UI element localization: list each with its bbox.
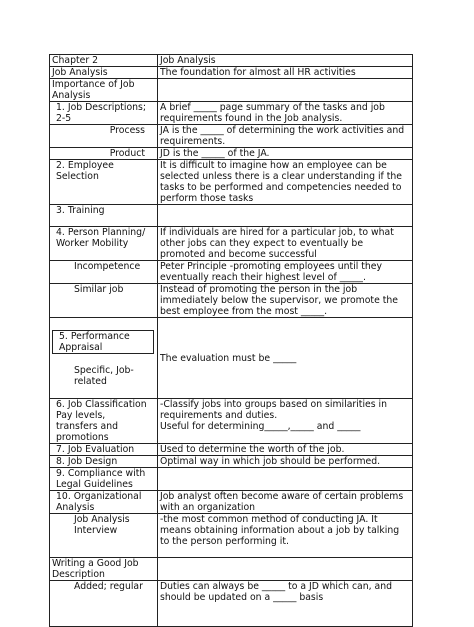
row-content: Instead of promoting the person in the job immediately below the supervisor, we promote the best employee from the most _____.: [158, 284, 413, 318]
row-content: Duties can always be _____ to a JD which can, and should be updated on a _____ basis: [158, 581, 413, 627]
table-row: [50, 284, 413, 318]
table-row: [50, 581, 413, 627]
row-content: Job analyst often become aware of certain problems with an organization: [158, 491, 413, 514]
row-content: The evaluation must be _____: [158, 318, 413, 399]
table-row: [50, 456, 413, 468]
row-label: Writing a Good Job Description: [50, 558, 158, 581]
table-row: [50, 399, 413, 444]
row-label: Importance of Job Analysis: [50, 79, 158, 102]
row-content: Peter Principle -promoting employees until they eventually reach their highest level of _____.: [158, 261, 413, 284]
table-row: [50, 318, 413, 399]
row-content: [158, 205, 413, 227]
table-row: [50, 444, 413, 456]
row-label: Process: [50, 125, 158, 148]
row-content: It is difficult to imagine how an employee can be selected unless there is a clear understanding if the tasks to be performed and competencies needed to perform those tasks: [158, 160, 413, 205]
job-analysis-table: [49, 54, 413, 627]
table-row: [50, 205, 413, 227]
row-label: 7. Job Evaluation: [50, 444, 158, 456]
row-label: 1. Job Descriptions; 2-5: [50, 102, 158, 125]
table-row: [50, 558, 413, 581]
row-label: Added; regular: [50, 581, 158, 627]
row-label: 6. Job Classification Pay levels, transfers and promotions: [50, 399, 158, 444]
row-content: Optimal way in which job should be performed.: [158, 456, 413, 468]
row-sublabel: Specific, Job- related: [74, 365, 134, 387]
row-content: [158, 558, 413, 581]
table-row: [50, 125, 413, 148]
row-content: [158, 79, 413, 102]
table-row: [50, 102, 413, 125]
table-row: [50, 67, 413, 79]
table-row: [50, 514, 413, 558]
table-row: [50, 261, 413, 284]
row-label: 9. Compliance with Legal Guidelines: [50, 468, 158, 491]
row-label: Similar job: [50, 284, 158, 318]
row-label: 3. Training: [50, 205, 158, 227]
row-content: If individuals are hired for a particular job, to what other jobs can they expect to eventually be promoted and become successful: [158, 227, 413, 261]
row-label: 4. Person Planning/ Worker Mobility: [50, 227, 158, 261]
row-label: 8. Job Design: [50, 456, 158, 468]
table-row: [50, 160, 413, 205]
table-row: [50, 55, 413, 67]
row-content: A brief _____ page summary of the tasks and job requirements found in the Job analysis.: [158, 102, 413, 125]
row-content: [158, 468, 413, 491]
row-content: JA is the _____ of determining the work activities and requirements.: [158, 125, 413, 148]
row-label: 10. Organizational Analysis: [50, 491, 158, 514]
row-content: -the most common method of conducting JA. It means obtaining information about a job by talking to the person performing it.: [158, 514, 413, 558]
table-row: [50, 468, 413, 491]
row-label: Incompetence: [50, 261, 158, 284]
row-content: JD is the _____ of the JA.: [158, 148, 413, 160]
row-label: [50, 318, 158, 399]
row-label: Product: [50, 148, 158, 160]
row-label: Job Analysis: [50, 67, 158, 79]
row-label: 2. Employee Selection: [50, 160, 158, 205]
performance-appraisal-box: 5. Performance Appraisal: [52, 330, 154, 354]
table-row: [50, 227, 413, 261]
table-row: [50, 148, 413, 160]
table-row: [50, 79, 413, 102]
row-content: -Classify jobs into groups based on similarities in requirements and duties. Useful for determining_____,_____ and _____: [158, 399, 413, 444]
row-content: Job Analysis: [158, 55, 413, 67]
row-label: Chapter 2: [50, 55, 158, 67]
row-label: Job Analysis Interview: [50, 514, 158, 558]
table-row: [50, 491, 413, 514]
row-content: The foundation for almost all HR activities: [158, 67, 413, 79]
row-content: Used to determine the worth of the job.: [158, 444, 413, 456]
